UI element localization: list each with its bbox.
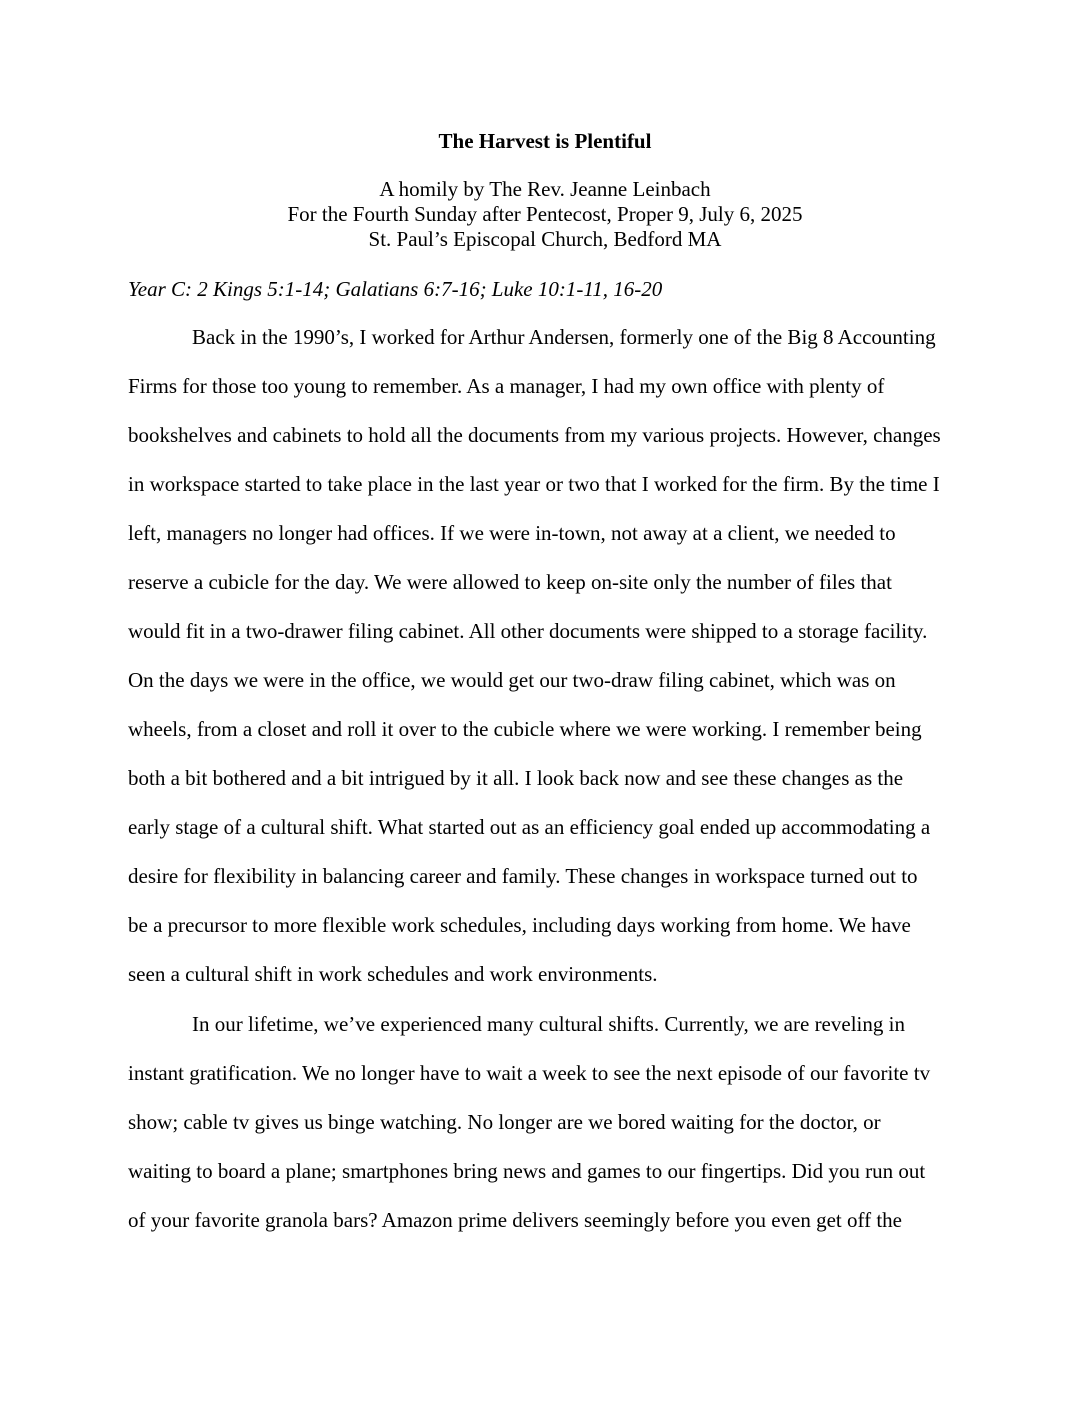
occasion: For the Fourth Sunday after Pentecost, Proper 9, July 6, 2025	[287, 202, 803, 226]
text-line: show; cable tv gives us binge watching. No longer are we bored waiting for the doctor, or	[128, 1110, 881, 1134]
text-line: both a bit bothered and a bit intrigued by it all. I look back now and see these changes as the	[128, 766, 904, 790]
byline: A homily by The Rev. Jeanne Leinbach	[379, 177, 711, 201]
text-line: bookshelves and cabinets to hold all the documents from my various projects. However, changes	[128, 423, 941, 447]
text-line: In our lifetime, we’ve experienced many cultural shifts. Currently, we are reveling in	[192, 1012, 905, 1036]
text-line: waiting to board a plane; smartphones bring news and games to our fingertips. Did you run out	[128, 1159, 926, 1183]
scripture-readings: Year C: 2 Kings 5:1-14; Galatians 6:7-16; Luke 10:1-11, 16-20	[128, 277, 663, 301]
text-line: On the days we were in the office, we would get our two-draw filing cabinet, which was on	[128, 668, 896, 692]
text-line: wheels, from a closet and roll it over to the cubicle where we were working. I remember being	[128, 717, 922, 741]
text-line: reserve a cubicle for the day. We were allowed to keep on-site only the number of files that	[128, 570, 892, 594]
church-name: St. Paul’s Episcopal Church, Bedford MA	[368, 227, 722, 251]
document-header	[128, 177, 962, 252]
text-line: be a precursor to more flexible work schedules, including days working from home. We have	[128, 913, 911, 937]
text-line: Back in the 1990’s, I worked for Arthur Andersen, formerly one of the Big 8 Accounting	[192, 325, 936, 349]
text-line: in workspace started to take place in the last year or two that I worked for the firm. By the time I	[128, 472, 940, 496]
text-line: of your favorite granola bars? Amazon prime delivers seemingly before you even get off the	[128, 1208, 903, 1232]
text-line: instant gratification. We no longer have to wait a week to see the next episode of our favorite tv	[128, 1061, 931, 1085]
text-line: left, managers no longer had offices. If we were in-town, not away at a client, we needed to	[128, 521, 896, 545]
text-line: desire for flexibility in balancing career and family. These changes in workspace turned out to	[128, 864, 918, 888]
text-line: seen a cultural shift in work schedules and work environments.	[128, 962, 658, 986]
text-line: early stage of a cultural shift. What started out as an efficiency goal ended up accommodating a	[128, 815, 931, 839]
document-title: The Harvest is Plentiful	[438, 129, 652, 153]
text-line: would fit in a two-drawer filing cabinet. All other documents were shipped to a storage facility.	[128, 619, 928, 643]
document-page	[128, 0, 962, 1408]
text-line: Firms for those too young to remember. As a manager, I had my own office with plenty of	[128, 374, 885, 398]
